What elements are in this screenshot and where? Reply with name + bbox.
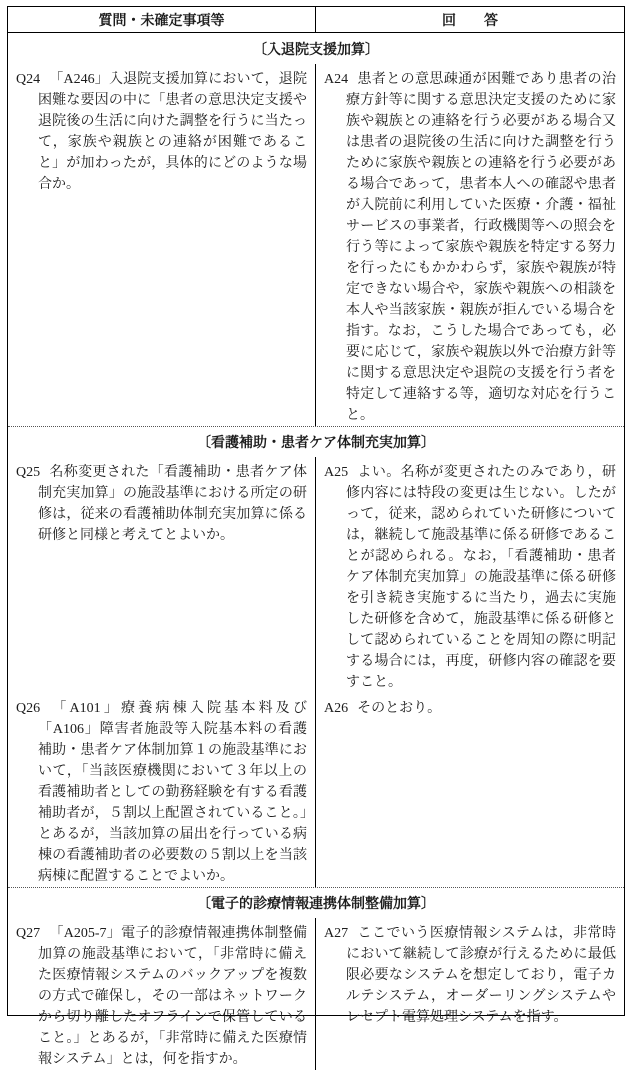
question-label: Q24 <box>16 72 41 87</box>
answer-column-header: 回 答 <box>442 11 498 28</box>
answer-cell-a26 <box>316 693 624 887</box>
answer-paragraph <box>324 462 616 693</box>
answer-label: A27 <box>324 926 349 941</box>
answer-text: 患者との意思疎通が困難であり患者の治療方針等に関する意思決定支援のために家族や親族との連絡を行う必要がある場合又は患者の退院後の生活に向けた調整を行うために家族や親族との連絡を行う必要がある場合であって，患者本人への確認や患者が入院前に利用していた医療・介護・福祉サービスの事業者，行政機関等への照会を行う等によって家族や親族を特定する努力を行ったにもかかわらず，家族や親族が特定できない場合や，家族や親族への相談を本人や当該家族・親族が拒んでいる場合を指す。なお，こうした場合であっても，必要に応じて，家族や親族以外で治療方針等に関する意思決定や退院の支援を行う者を特定して連絡する等，適切な対応を行うこと。 <box>346 72 616 423</box>
qa-row-q24 <box>8 64 624 426</box>
question-text: 「A101」療養病棟入院基本料及び「A106」障害者施設等入院基本料の看護補助・患者ケア体制加算１の施設基準において，「当該医療機関において３年以上の看護補助者としての勤務経験を有する看護補助者が，５割以上配置されていること。」とあるが，当該加算の届出を行っている病棟の看護補助者の必要数の５割以上を当該病棟に配置することでよいか。 <box>38 701 307 884</box>
section-title-nyutaiin-shien: 〔入退院支援加算〕 <box>253 40 379 57</box>
question-paragraph <box>16 462 307 546</box>
answer-text: ここでいう医療情報システムは，非常時において継続して診療が行えるために最低限必要なシステムを想定しており，電子カルテシステム，オーダーリングシステムやレセプト電算処理システムを指す。 <box>346 926 616 1025</box>
question-cell-q24 <box>8 64 316 426</box>
question-text: 名称変更された「看護補助・患者ケア体制充実加算」の施設基準における所定の研修は，従来の看護補助体制充実加算に係る研修と同様と考えてとよいか。 <box>38 465 307 543</box>
question-text: 「A205-7」電子的診療情報連携体制整備加算の施設基準において，「非常時に備えた医療情報システムのバックアップを複数の方式で確保し，その一部はネットワークから切り離したオフラインで保管していること。」とあるが，「非常時に備えた医療情報システム」とは，何を指すか。 <box>38 926 307 1067</box>
question-cell-q27 <box>8 918 316 1070</box>
qa-row-q26 <box>8 693 624 887</box>
question-column-header: 質問・未確定事項等 <box>8 7 316 32</box>
answer-cell-a25 <box>316 457 624 693</box>
qa-row-q27 <box>8 918 624 1070</box>
qa-table <box>7 6 625 1067</box>
answer-paragraph <box>324 698 616 719</box>
table-header-row <box>8 7 624 33</box>
question-cell-q25 <box>8 457 316 693</box>
answer-label: A25 <box>324 465 349 480</box>
section-title-denshiteki-shinryo: 〔電子的診療情報連携体制整備加算〕 <box>8 887 624 918</box>
question-paragraph <box>16 69 307 195</box>
answer-label: A26 <box>324 701 349 716</box>
answer-label: A24 <box>324 72 349 87</box>
question-label: Q26 <box>16 701 41 716</box>
answer-paragraph <box>324 923 616 1028</box>
question-label: Q27 <box>16 926 41 941</box>
answer-text: そのとおり。 <box>357 701 442 716</box>
question-label: Q25 <box>16 465 41 480</box>
section-title-kango-hojo: 〔看護補助・患者ケア体制充実加算〕 <box>8 426 624 457</box>
question-paragraph <box>16 923 307 1070</box>
answer-text: よい。名称が変更されたのみであり，研修内容には特段の変更は生じない。したがって，従来，認められていた研修については，継続して施設基準に係る研修であることが認められる。なお，「看護補助・患者ケア体制充実加算」の施設基準に係る研修を引き続き実施するに当たり，過去に実施した研修を含めて，施設基準に係る研修として認められていることを周知の際に明記する場合には，再度，研修内容の確認を要すこと。 <box>346 465 616 690</box>
answer-cell-a24 <box>316 64 624 426</box>
question-text: 「A246」入退院支援加算において，退院困難な要因の中に「患者の意思決定支援や退院後の生活に向けた調整を行うに当たって，家族や親族との連絡が困難であること」が加わったが，具体的にどのような場合か。 <box>38 72 307 192</box>
answer-cell-a27 <box>316 918 624 1070</box>
answer-paragraph <box>324 69 616 426</box>
question-cell-q26 <box>8 693 316 887</box>
qa-row-q25 <box>8 457 624 693</box>
question-paragraph <box>16 698 307 887</box>
